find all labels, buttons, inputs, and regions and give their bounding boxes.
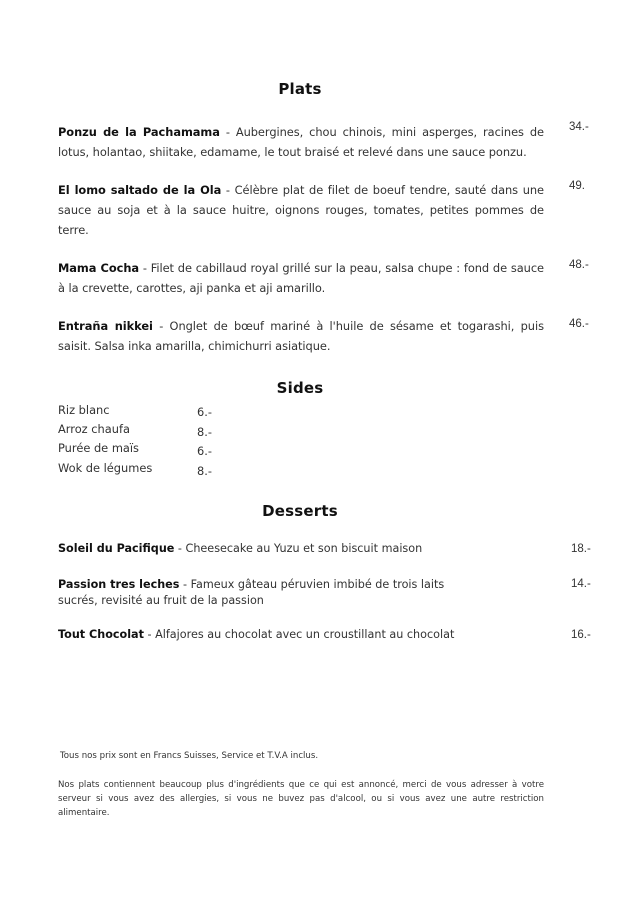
dish-item	[58, 122, 544, 162]
side-name: Riz blanc	[58, 403, 110, 417]
dish-description: - Filet de cabillaud royal grillé sur la peau, salsa chupe : fond de sauce à la crevette, carottes, aji panka et aji amarillo.	[58, 261, 544, 295]
side-price: 6.-	[197, 444, 212, 458]
dessert-item	[58, 577, 483, 609]
side-name: Wok de légumes	[58, 461, 153, 475]
dessert-item	[58, 627, 538, 643]
dish-name: Mama Cocha	[58, 261, 140, 275]
dish-price: 48.-	[569, 259, 589, 271]
side-price: 8.-	[197, 464, 212, 478]
dessert-name: Soleil du Pacifique	[58, 542, 175, 555]
section-title-sides: Sides	[276, 379, 324, 397]
side-name: Purée de maïs	[58, 441, 139, 455]
dish-description: - Célèbre plat de filet de boeuf tendre, sauté dans une sauce au soja et à la sauce huitre, oignons rouges, tomates, petites pommes de terre.	[58, 183, 544, 237]
side-name: Arroz chaufa	[58, 422, 130, 436]
dish-price: 46.-	[569, 318, 589, 330]
dessert-description: - Cheesecake au Yuzu et son biscuit maison	[174, 542, 423, 555]
dessert-name: Passion tres leches	[58, 578, 180, 591]
dish-description: - Aubergines, chou chinois, mini asperges, racines de lotus, holantao, shiitake, edamame, le tout braisé et relevé dans une sauce ponzu.	[58, 125, 544, 159]
dessert-price: 18.-	[571, 543, 591, 555]
prices-note: Tous nos prix sont en Francs Suisses, Service et T.V.A inclus.	[60, 751, 319, 761]
dish-price: 49.	[569, 180, 585, 192]
dish-item	[58, 180, 544, 240]
dish-name: El lomo saltado de la Ola	[58, 183, 222, 197]
side-price: 6.-	[197, 405, 212, 419]
dessert-item	[58, 541, 538, 557]
dessert-description: - Fameux gâteau péruvien imbibé de trois laits sucrés, revisité au fruit de la passion	[58, 578, 445, 607]
dessert-price: 16.-	[571, 629, 591, 641]
dessert-description: - Alfajores au chocolat avec un croustillant au chocolat	[143, 628, 455, 641]
dish-price: 34.-	[569, 121, 589, 133]
dish-item	[58, 316, 544, 356]
dish-item	[58, 258, 544, 298]
dish-name: Ponzu de la Pachamama	[58, 125, 220, 139]
dish-name: Entraña nikkei	[58, 319, 153, 333]
dessert-price: 14.-	[571, 578, 591, 590]
side-price: 8.-	[197, 425, 212, 439]
allergy-note: Nos plats contiennent beaucoup plus d'ingrédients que ce qui est annoncé, merci de vous adresser à votre serveur si vous avez des allergies, si vous ne buvez pas d'alcool, ou si vous avez une autre restriction alimentaire.	[58, 780, 544, 818]
dessert-name: Tout Chocolat	[58, 628, 144, 641]
section-title-plats: Plats	[278, 80, 322, 98]
dish-description: - Onglet de bœuf mariné à l'huile de sésame et togarashi, puis saisit. Salsa inka amarilla, chimichurri asiatique.	[58, 319, 544, 353]
section-title-desserts: Desserts	[262, 502, 338, 520]
